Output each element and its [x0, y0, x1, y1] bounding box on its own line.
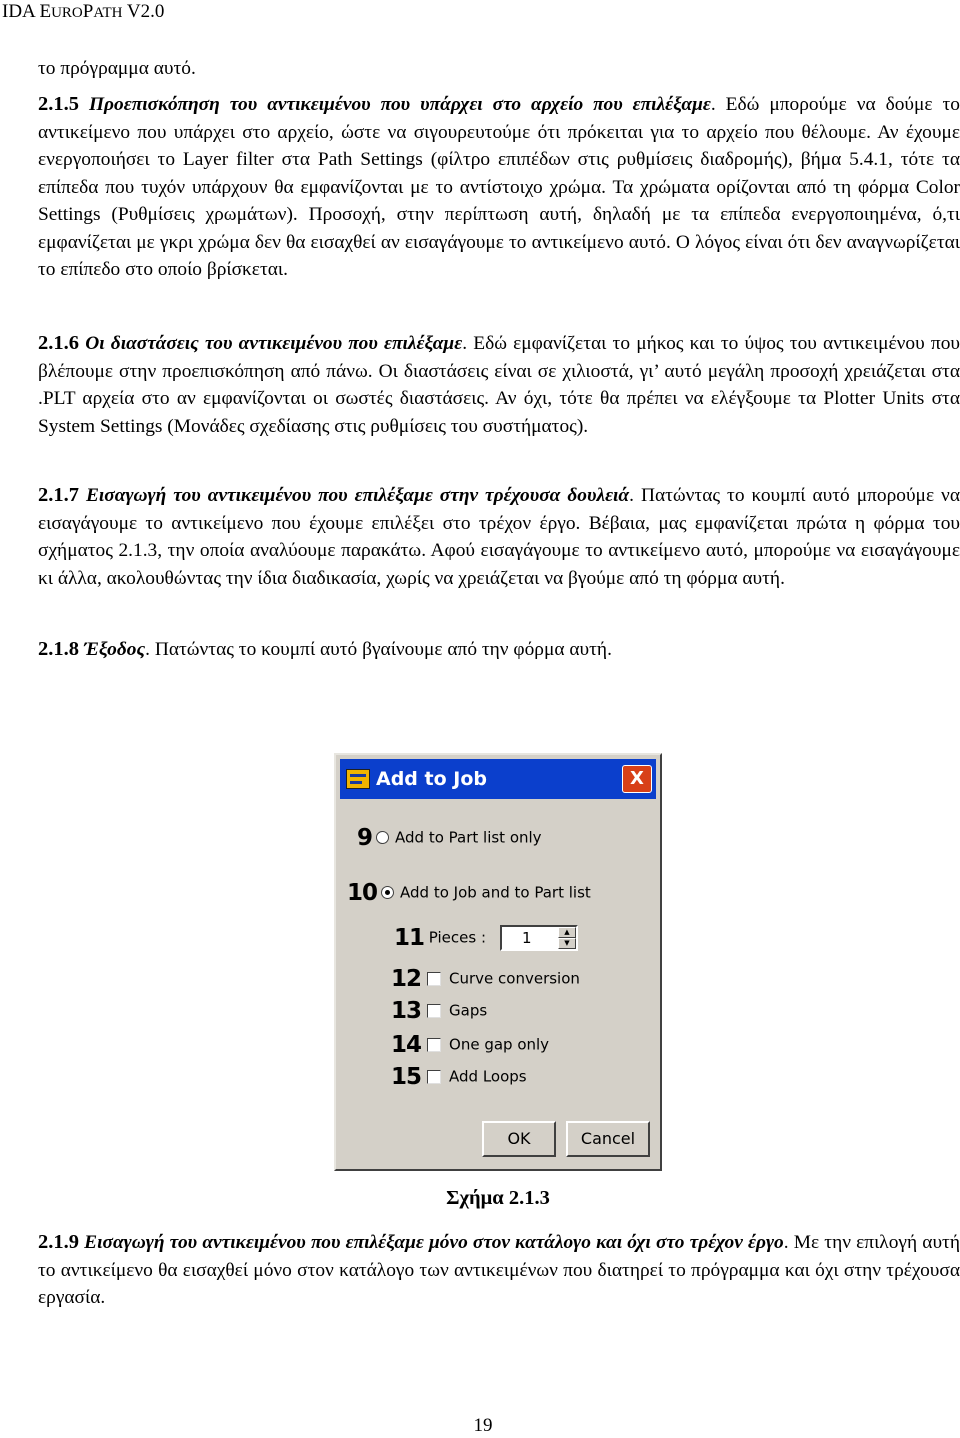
option-job-and-part-list — [347, 881, 591, 904]
section-number: 2.1.7 — [38, 484, 79, 506]
callout-badge: 10 — [347, 879, 378, 906]
section-body: . Με την επιλογή αυτή το αντικείμενο θα εισαχθεί μόνο στον κατάλογο των αντικειμένων που διατηρεί το πρόγραμμα και όχι στην τρέχουσα εργασία. — [38, 1232, 960, 1308]
radio-part-list-only[interactable] — [376, 831, 389, 844]
header-part: URO — [51, 5, 83, 21]
section-title: Έξοδος — [83, 639, 146, 660]
section-2-1-8 — [38, 636, 960, 664]
option-label: Gaps — [449, 1001, 488, 1020]
spin-down-icon[interactable]: ▼ — [558, 938, 576, 949]
pieces-row — [394, 926, 486, 949]
callout-badge: 9 — [357, 824, 373, 851]
section-title: Εισαγωγή του αντικειμένου που επιλέξαμε στην τρέχουσα δουλειά — [85, 485, 630, 506]
option-curve-conversion — [391, 967, 580, 990]
checkbox-add-loops[interactable] — [427, 1070, 441, 1084]
header-part: V2.0 — [122, 1, 165, 22]
section-2-1-7 — [38, 482, 960, 592]
pieces-value[interactable]: 1 — [522, 929, 532, 947]
figure-caption: Σχήμα 2.1.3 — [446, 1187, 550, 1209]
checkbox-curve-conversion[interactable] — [427, 972, 441, 986]
page-header — [2, 0, 164, 25]
add-to-job-dialog — [334, 753, 662, 1171]
option-add-loops — [391, 1065, 527, 1088]
option-gaps — [391, 999, 487, 1022]
section-body: . Εδώ εμφανίζεται το μήκος και το ύψος του αντικειμένου που βλέπουμε στην προεπισκόπηση από πάνω. Οι διαστάσεις είναι σε χιλιοστά, γι’ αυτό μεγάλη προσοχή χρειάζεται στα .PLT αρχεία στο αν εμφανίζονται οι σωστές διαστάσεις. Αν όχι, τότε θα πρέπει να ελέγξουμε τα Plotter Units στα System Settings (Μονάδες σχεδίασης στις ρυθμίσεις του συστήματος). — [38, 333, 960, 437]
section-number: 2.1.5 — [38, 93, 79, 115]
spin-up-icon[interactable]: ▲ — [558, 927, 576, 938]
callout-badge: 13 — [391, 997, 422, 1024]
callout-badge: 14 — [391, 1031, 422, 1058]
app-icon — [346, 769, 370, 789]
option-one-gap-only — [391, 1033, 549, 1056]
section-2-1-9 — [38, 1229, 960, 1312]
callout-badge: 11 — [394, 924, 425, 951]
close-button[interactable]: X — [622, 765, 652, 793]
section-2-1-5 — [38, 91, 960, 284]
section-body: . Πατώντας το κουμπί αυτό βγαίνουμε από την φόρμα αυτή. — [145, 639, 612, 660]
cancel-button[interactable]: Cancel — [566, 1121, 650, 1157]
option-label: Add Loops — [449, 1067, 527, 1086]
section-body: . Εδώ μπορούμε να δούμε το αντικείμενο που υπάρχει στο αρχείο, ώστε να σιγουρευτούμε ότι πρόκειται για το αρχείο που θέλουμε. Αν έχουμε ενεργοποιήσει το Layer filter στα Path Settings (φίλτρο επιπέδων στις ρυθμίσεις διαδρομής), βήμα 5.4.1, τότε τα επίπεδα που τυχόν υπάρχουν θα εμφανίζονται με το αντίστοιχο χρώμα. Τα χρώματα ορίζονται από τη φόρμα Color Settings (Ρυθμίσεις χρωμάτων). Προσοχή, στην περίπτωση αυτή, δηλαδή με τα επίπεδα ενεργοποιημένα, ό,τι εμφανίζεται με γκρι χρώμα δεν θα εισαχθεί αν εισαγάγουμε το αντικείμενο αυτό. Ο λόγος είναι ότι δεν αναγνωρίζεται το επίπεδο στο οποίο βρίσκεται. — [38, 94, 960, 280]
pieces-stepper[interactable] — [500, 925, 578, 951]
section-number: 2.1.6 — [38, 332, 79, 354]
checkbox-one-gap-only[interactable] — [427, 1038, 441, 1052]
option-label: Curve conversion — [449, 969, 580, 988]
section-title: Εισαγωγή του αντικειμένου που επιλέξαμε μόνο στον κατάλογο και όχι στο τρέχον έργο — [84, 1232, 784, 1253]
section-title: Οι διαστάσεις του αντικειμένου που επιλέξαμε — [85, 333, 463, 354]
callout-badge: 12 — [391, 965, 422, 992]
section-2-1-6 — [38, 330, 960, 440]
section-title: Προεπισκόπηση του αντικειμένου που υπάρχει στο αρχείο που επιλέξαμε — [88, 94, 711, 115]
intro-line: το πρόγραμμα αυτό. — [38, 58, 196, 79]
callout-badge: 15 — [391, 1063, 422, 1090]
ok-button[interactable]: OK — [482, 1121, 556, 1157]
pieces-label: Pieces : — [428, 928, 487, 947]
radio-job-and-part-list[interactable] — [381, 886, 394, 899]
section-body: . Πατώντας το κουμπί αυτό μπορούμε να εισαγάγουμε το αντικείμενο που έχουμε επιλέξει στο τρέχον έργο. Βέβαια, μας εμφανίζεται πρώτα η φόρμα του σχήματος 2.1.3, την οποία αναλύουμε παρακάτω. Αφού εισαγάγουμε το αντικείμενο αυτό, μπορούμε να εισαγάγουμε κι άλλα, ακολουθώντας την ίδια διαδικασία, χωρίς να χρειάζεται να βγούμε από τη φόρμα αυτή. — [38, 485, 960, 589]
header-part: IDA E — [2, 1, 52, 22]
dialog-title: Add to Job — [376, 768, 487, 790]
option-part-list-only — [357, 826, 542, 849]
checkbox-gaps[interactable] — [427, 1004, 441, 1018]
header-part: ATH — [93, 5, 123, 21]
option-label: Add to Job and to Part list — [400, 883, 591, 902]
page-number: 19 — [473, 1415, 493, 1436]
dialog-titlebar — [340, 759, 656, 799]
section-number: 2.1.9 — [38, 1231, 79, 1253]
header-part: P — [82, 1, 94, 22]
section-number: 2.1.8 — [38, 638, 79, 660]
option-label: Add to Part list only — [395, 828, 542, 847]
option-label: One gap only — [449, 1035, 550, 1054]
